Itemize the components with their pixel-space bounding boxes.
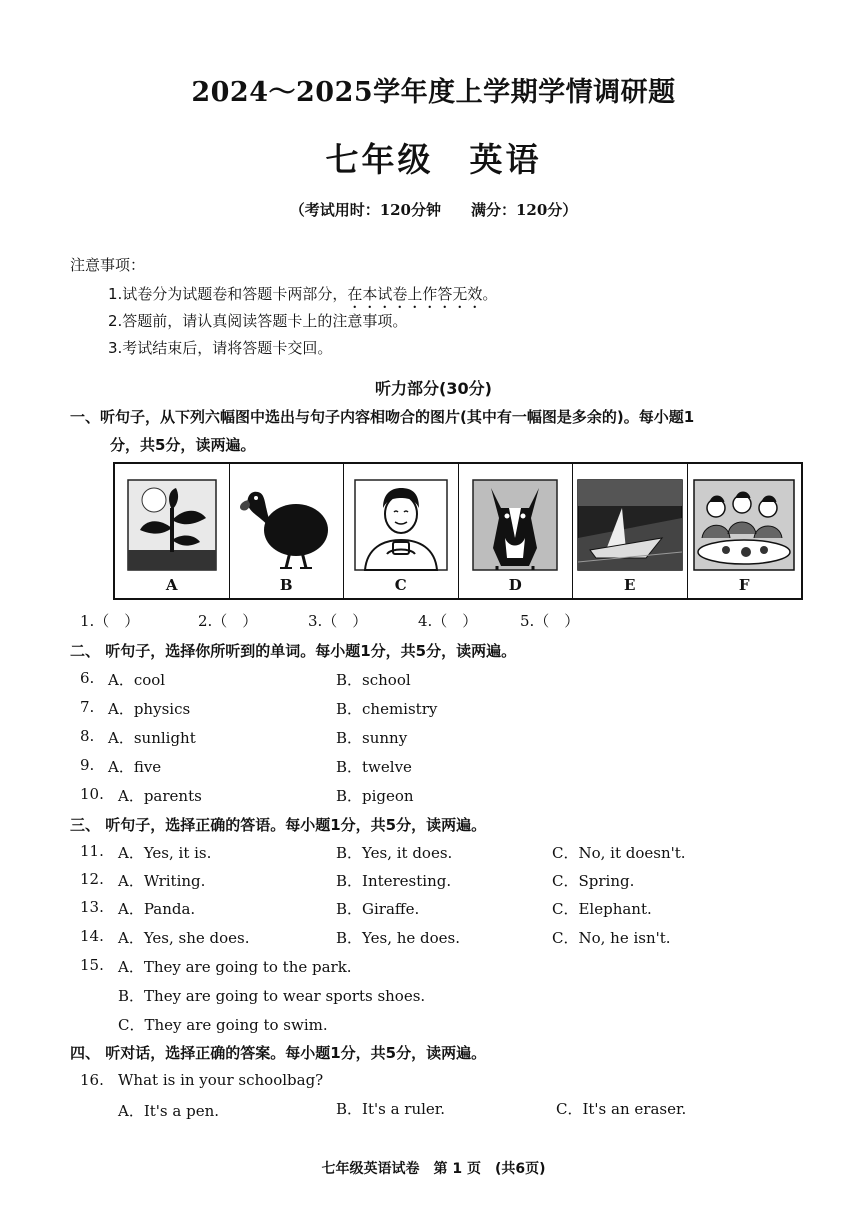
picture-label: D	[508, 576, 522, 594]
notes-heading: 注意事项：	[70, 256, 146, 274]
option-b: B．school	[336, 671, 411, 689]
question-number: 11.	[80, 842, 104, 860]
question-number: 6.	[80, 669, 95, 687]
option-a: A．five	[108, 758, 162, 776]
dog-image	[471, 478, 559, 572]
option-b: B．pigeon	[336, 787, 414, 805]
option-b: B．Giraffe.	[336, 900, 420, 918]
exam-title: 2024～2025学年度上学期学情调研题	[191, 77, 676, 108]
option-a: A．Writing.	[118, 872, 206, 890]
option-b: B．twelve	[336, 758, 412, 776]
option-c: C．No, he isn't.	[552, 929, 671, 947]
plant-sunlight-image	[126, 478, 218, 572]
part2-instruction: 二、 听句子，选择你所听到的单词。每小题1分，共5分，读两遍。	[70, 642, 517, 660]
answer-blank-1: 1.（ ）	[80, 612, 140, 630]
part4-instruction: 四、 听对话，选择正确的答案。每小题1分，共5分，读两遍。	[70, 1044, 487, 1062]
note-item-1-emphasis: 在本试卷上作答无效	[347, 285, 483, 303]
note-item-1	[108, 283, 497, 312]
picture-a	[115, 464, 230, 598]
boat-image	[576, 478, 684, 572]
note-item-3: 3.考试结束后，请将答题卡交回。	[108, 339, 333, 357]
answer-blank-3: 3.（ ）	[308, 612, 368, 630]
question-number: 10.	[80, 785, 104, 803]
picture-label: A	[165, 576, 178, 594]
picture-label: C	[394, 576, 407, 594]
picture-label: E	[624, 576, 636, 594]
option-a: A．They are going to the park.	[118, 958, 352, 976]
picture-c	[344, 464, 459, 598]
answer-blank-2: 2.（ ）	[198, 612, 258, 630]
option-c: C．They are going to swim.	[118, 1016, 328, 1034]
option-a: A．sunlight	[108, 729, 196, 747]
question-number: 16.	[80, 1071, 104, 1089]
part1-instruction-line2: 分，共5分，读两遍。	[110, 436, 256, 454]
question-number: 15.	[80, 956, 104, 974]
option-b: B．Yes, he does.	[336, 929, 461, 947]
boy-drinking-image	[353, 478, 449, 572]
answer-blank-5: 5.（ ）	[520, 612, 580, 630]
note-item-2: 2.答题前，请认真阅读答题卡上的注意事项。	[108, 312, 408, 330]
part1-instruction-line1: 一、听句子，从下列六幅图中选出与句子内容相吻合的图片(其中有一幅图是多余的)。每小题1	[70, 408, 695, 426]
note-item-1-text: 1.试卷分为试题卷和答题卡两部分，	[108, 285, 348, 303]
picture-e	[573, 464, 688, 598]
option-b: B．They are going to wear sports shoes.	[118, 987, 426, 1005]
note-item-1-end: 。	[482, 285, 498, 303]
picture-b	[230, 464, 345, 598]
question-number: 13.	[80, 898, 104, 916]
option-c: C．Elephant.	[552, 900, 652, 918]
family-dinner-image	[692, 478, 796, 572]
option-a: A．cool	[108, 671, 166, 689]
option-a: A．Panda.	[118, 900, 196, 918]
option-a: A．Yes, she does.	[118, 929, 250, 947]
option-a: A．Yes, it is.	[118, 844, 212, 862]
option-a: A．parents	[118, 787, 202, 805]
question-number: 12.	[80, 870, 104, 888]
picture-label: F	[738, 576, 750, 594]
option-c: C．It's an eraser.	[556, 1100, 687, 1118]
option-a: A．physics	[108, 700, 191, 718]
option-b: B．Interesting.	[336, 872, 452, 890]
picture-label: B	[279, 576, 293, 594]
picture-d	[459, 464, 574, 598]
page-footer: 七年级英语试卷 第 1 页 (共6页)	[321, 1161, 546, 1177]
part3-instruction: 三、 听句子，选择正确的答语。每小题1分，共5分，读两遍。	[70, 816, 487, 834]
listening-heading: 听力部分(30分)	[375, 379, 492, 398]
question-number: 7.	[80, 698, 95, 716]
dodo-bird-image	[236, 478, 336, 572]
option-b: B．sunny	[336, 729, 408, 747]
picture-f	[688, 464, 802, 598]
option-c: C．No, it doesn't.	[552, 844, 686, 862]
question-number: 9.	[80, 756, 95, 774]
option-b: B．chemistry	[336, 700, 438, 718]
option-b: B．It's a ruler.	[336, 1100, 446, 1118]
question-stem: What is in your schoolbag?	[118, 1071, 324, 1089]
answer-blank-4: 4.（ ）	[418, 612, 478, 630]
exam-info: （考试用时：120分钟 满分：120分）	[289, 201, 578, 219]
question-number: 14.	[80, 927, 104, 945]
option-a: A．It's a pen.	[118, 1102, 219, 1120]
picture-strip	[113, 462, 803, 600]
option-c: C．Spring.	[552, 872, 635, 890]
option-b: B．Yes, it does.	[336, 844, 453, 862]
question-number: 8.	[80, 727, 95, 745]
exam-subject: 七年级 英语	[325, 140, 542, 179]
